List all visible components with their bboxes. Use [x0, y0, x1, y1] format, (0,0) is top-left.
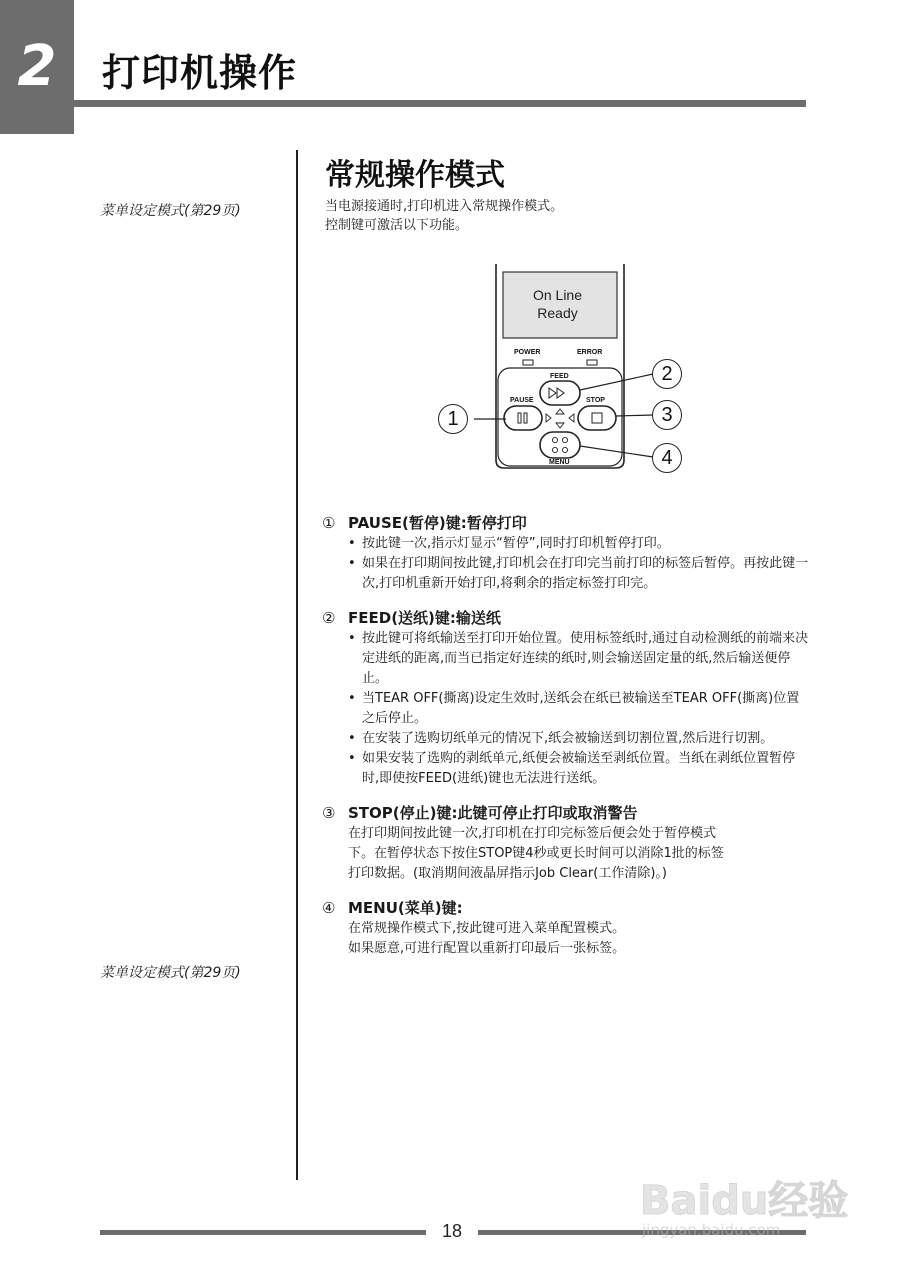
callout-2: 2: [652, 359, 682, 389]
bullet: • 按此键可将纸输送至打印开始位置。使用标签纸时,通过自动检测纸的前端来决定进纸的距离,而当已指定好连续的纸时,则会输送固定量的纸,然后输送便停止。: [348, 629, 812, 689]
item-title: STOP(停止)键:此键可停止打印或取消警告: [348, 804, 638, 822]
bullet: • 如果安装了选购的剥纸单元,纸便会被输送至剥纸位置。当纸在剥纸位置暂停时,即使按FEED(进纸)键也无法进行送纸。: [348, 749, 812, 789]
item-title: FEED(送纸)键:输送纸: [348, 609, 501, 627]
item-number: ④: [322, 899, 336, 917]
bullet: • 按此键一次,指示灯显示“暂停”,同时打印机暂停打印。: [348, 534, 812, 554]
menu-label: MENU: [549, 459, 570, 466]
callout-1: 1: [438, 404, 468, 434]
item-title: MENU(菜单)键:: [348, 899, 463, 917]
pause-label: PAUSE: [510, 397, 534, 404]
error-label: ERROR: [577, 349, 603, 356]
stop-label: STOP: [586, 397, 605, 404]
footer-rule-right: [478, 1230, 806, 1235]
item-feed: [322, 607, 812, 789]
intro-line: 当电源接通时,打印机进入常规操作模式。: [325, 199, 564, 214]
callout-4: 4: [652, 443, 682, 473]
callout-3: 3: [652, 400, 682, 430]
baidu-watermark: [640, 1165, 855, 1250]
paragraph-line: 在常规操作模式下,按此键可进入菜单配置模式。: [348, 921, 626, 936]
paragraph-line: 如果愿意,可进行配置以重新打印最后一张标签。: [348, 941, 626, 956]
bullet: • 当TEAR OFF(撕离)设定生效时,送纸会在纸已被输送至TEAR OFF(撕离)位置之后停止。: [348, 689, 812, 729]
paragraph-line: 在打印期间按此键一次,打印机在打印完标签后便会处于暂停模式: [348, 826, 717, 841]
watermark-url: jingyan.baidu.com: [642, 1221, 781, 1239]
intro-line: 控制键可激活以下功能。: [325, 218, 469, 233]
sidebar-reference-link[interactable]: 菜单设定模式(第29页): [100, 203, 241, 219]
footer-rule-left: [100, 1230, 426, 1235]
item-paragraph: [322, 824, 812, 884]
chapter-title: 打印机操作: [102, 51, 298, 95]
item-paragraph: [322, 919, 812, 959]
bullet: • 在安装了选购切纸单元的情况下,纸会被输送到切割位置,然后进行切割。: [348, 729, 812, 749]
bullet: • 如果在打印期间按此键,打印机会在打印完当前打印的标签后暂停。再按此键一次,打印机重新开始打印,将剩余的指定标签打印完。: [348, 554, 812, 594]
item-stop: [322, 802, 812, 884]
feed-label: FEED: [550, 373, 569, 380]
section-intro: [325, 197, 563, 235]
item-number: ③: [322, 804, 336, 822]
item-menu: [322, 897, 812, 959]
page-number: 18: [441, 1221, 463, 1241]
header-rule: [74, 100, 806, 107]
item-number: ②: [322, 609, 336, 627]
chapter-number-tab: 2: [0, 0, 74, 134]
item-title: PAUSE(暂停)键:暂停打印: [348, 514, 527, 532]
item-heading: [322, 802, 812, 824]
lcd-display: [510, 286, 605, 322]
paragraph-line: 打印数据。(取消期间液晶屏指示Job Clear(工作清除)。): [348, 866, 667, 881]
paragraph-line: 下。在暂停状态下按住STOP键4秒或更长时间可以消除1批的标签: [348, 846, 724, 861]
watermark-logo-text: Baidu经验: [640, 1178, 849, 1224]
item-number: ①: [322, 514, 336, 532]
column-divider: [296, 150, 298, 1180]
item-heading: [322, 897, 812, 919]
item-heading: [322, 512, 812, 534]
power-label: POWER: [514, 349, 541, 356]
item-pause: [322, 512, 812, 594]
section-title: 常规操作模式: [325, 158, 505, 193]
lcd-line-1: On Line: [532, 287, 583, 303]
sidebar-reference-link-2[interactable]: 菜单设定模式(第29页): [100, 965, 241, 981]
item-heading: [322, 607, 812, 629]
key-descriptions: [322, 512, 812, 972]
control-panel-figure: [430, 262, 690, 476]
lcd-line-2: Ready: [537, 305, 578, 321]
